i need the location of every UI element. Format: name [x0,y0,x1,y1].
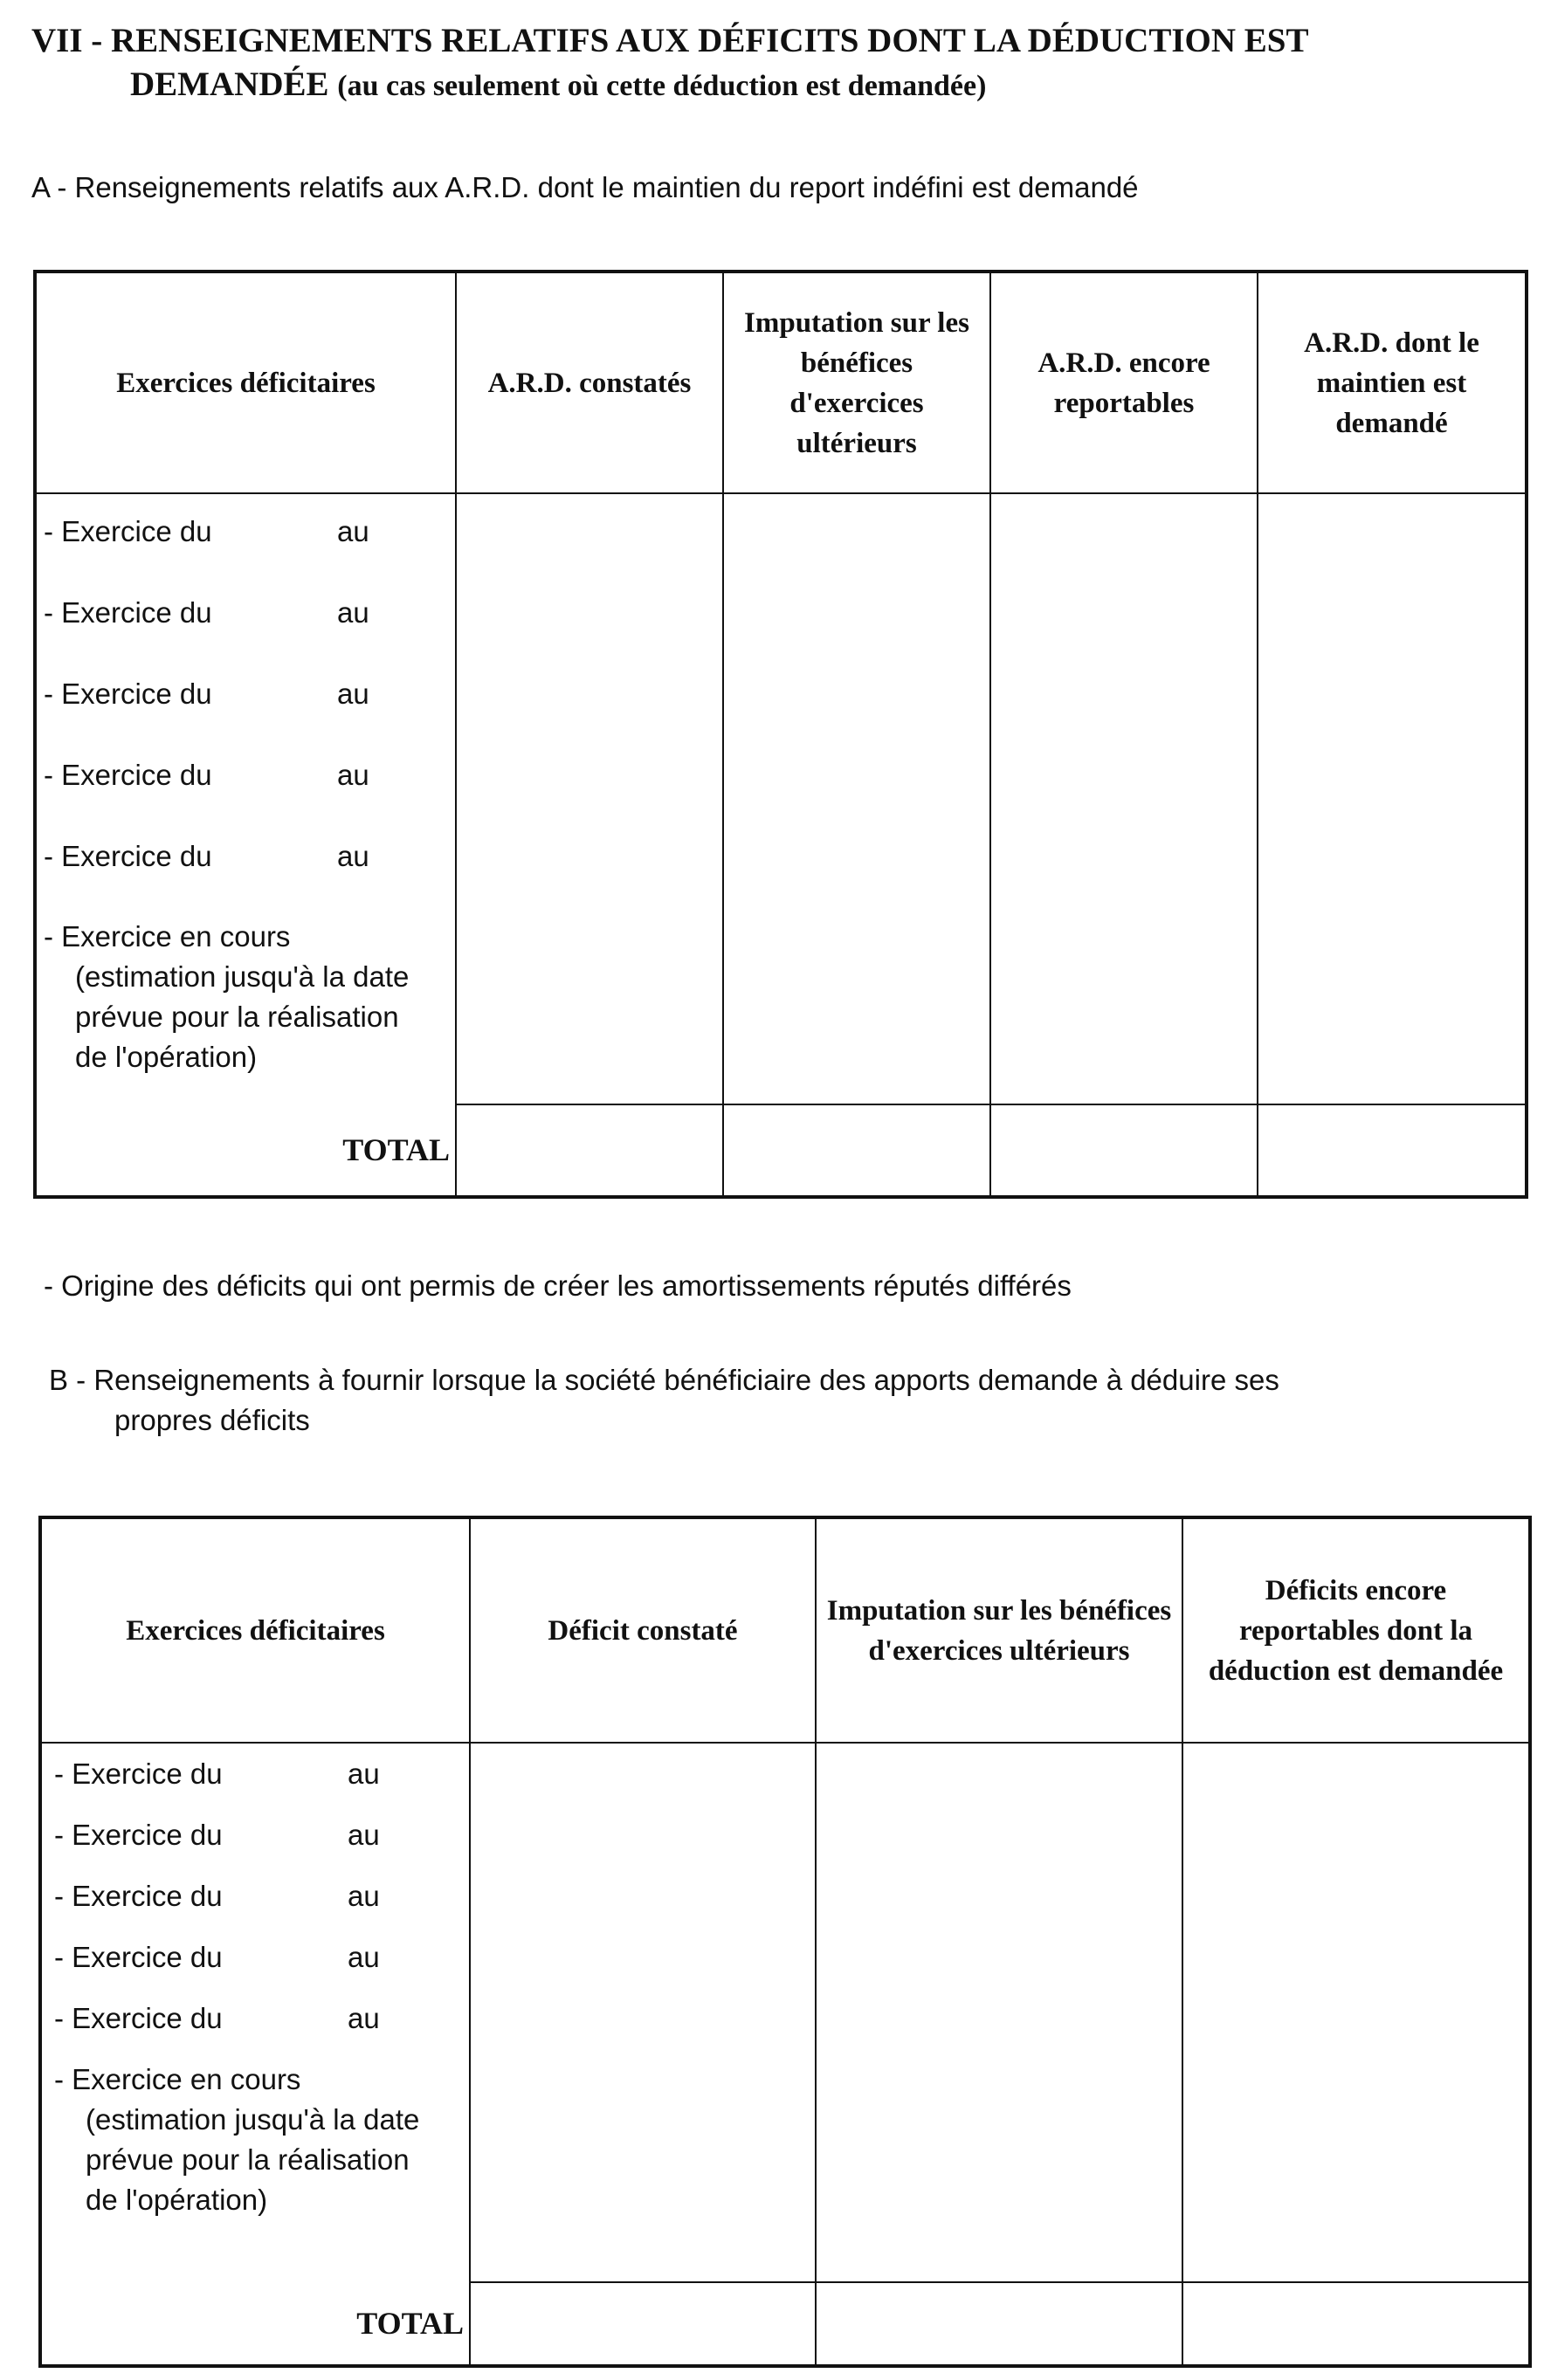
exercise-to-label: au [337,759,369,791]
part-b-heading-line2: propres déficits [114,1404,310,1436]
table-a-body-row [35,493,1527,1104]
current-exercise-note-1: (estimation jusqu'à la date [75,960,410,993]
table-a-header-row [35,272,1527,493]
section-title-line1: VII - RENSEIGNEMENTS RELATIFS AUX DÉFICITS DONT LA DÉDUCTION EST [31,22,1309,59]
current-exercise-note-3: de l'opération) [75,1041,258,1073]
table-b-total-imputation[interactable] [816,2282,1182,2366]
exercise-to-label: au [337,678,369,710]
table-a-cell-imputation[interactable] [723,493,990,1104]
table-a-row-2 [44,593,455,674]
table-a-row-current [44,917,455,1077]
table-a-row-4 [44,755,455,836]
table-a-col-ard-constates: A.R.D. constatés [456,272,723,493]
table-b-row-current [54,2060,469,2220]
section-title [31,19,1308,108]
table-b-total-deficit-constate[interactable] [470,2282,816,2366]
table-deficits [38,1516,1532,2368]
exercise-label: - Exercice du [54,1880,223,1912]
section-title-line2-paren: (au cas seulement où cette déduction est demandée) [337,70,987,102]
current-exercise-note-2: prévue pour la réalisation [86,2143,410,2176]
table-b-col-deficits-reportables: Déficits encore reportables dont la déduction est demandée [1182,1517,1530,1743]
part-b-heading [49,1360,1525,1441]
table-a-total-ard-maintien[interactable] [1258,1104,1527,1197]
table-a-total-ard-constates[interactable] [456,1104,723,1197]
current-exercise-note-3: de l'opération) [86,2184,268,2216]
exercise-label: - Exercice du [44,759,212,791]
exercise-label: - Exercice du [44,678,212,710]
table-a-cell-ard-reportables[interactable] [990,493,1258,1104]
exercise-to-label: au [348,1819,380,1851]
exercise-to-label: au [348,2002,380,2034]
exercise-to-label: au [337,596,369,629]
table-b-body-row [40,1743,1530,2282]
part-b-heading-line1: B - Renseignements à fournir lorsque la société bénéficiaire des apports demande à déduire ses [49,1364,1279,1396]
table-b-row-1 [54,1754,469,1815]
current-exercise-label: - Exercice en cours [44,920,291,953]
exercise-to-label: au [337,515,369,547]
table-b-col-exercices: Exercices déficitaires [40,1517,470,1743]
exercise-label: - Exercice du [54,1757,223,1790]
table-a-row-1 [44,512,455,593]
table-a-total-imputation[interactable] [723,1104,990,1197]
table-b-row-2 [54,1815,469,1876]
table-b-col-deficit-constate: Déficit constaté [470,1517,816,1743]
table-b-total-label: TOTAL [40,2282,470,2366]
section-title-line2 [31,63,1308,108]
exercise-label: - Exercice du [44,596,212,629]
current-exercise-note-1: (estimation jusqu'à la date [86,2103,420,2136]
table-a-total-row [35,1104,1527,1197]
table-b-exercise-list [40,1743,470,2282]
table-a-cell-ard-maintien[interactable] [1258,493,1527,1104]
exercise-to-label: au [348,1757,380,1790]
table-a-row-3 [44,674,455,755]
exercise-label: - Exercice du [54,1941,223,1973]
table-b-cell-deficit-constate[interactable] [470,1743,816,2282]
exercise-label: - Exercice du [44,840,212,872]
table-b-total-row [40,2282,1530,2366]
table-a-row-5 [44,836,455,917]
exercise-to-label: au [337,840,369,872]
exercise-label: - Exercice du [54,2002,223,2034]
table-b-col-imputation: Imputation sur les bénéfices d'exercices ultérieurs [816,1517,1182,1743]
table-b-row-5 [54,1998,469,2060]
part-a-heading: A - Renseignements relatifs aux A.R.D. dont le maintien du report indéfini est demandé [31,171,1139,203]
table-a-col-imputation: Imputation sur les bénéfices d'exercices ultérieurs [723,272,990,493]
table-a-cell-ard-constates[interactable] [456,493,723,1104]
table-b-row-3 [54,1876,469,1937]
table-b-total-deficits-reportables[interactable] [1182,2282,1530,2366]
section-title-line2-main: DEMANDÉE [130,65,329,103]
table-a-total-ard-reportables[interactable] [990,1104,1258,1197]
exercise-to-label: au [348,1880,380,1912]
exercise-label: - Exercice du [54,1819,223,1851]
origin-text: - Origine des déficits qui ont permis de créer les amortissements réputés différés [44,1269,1072,1302]
table-a-total-label: TOTAL [35,1104,456,1197]
exercise-label: - Exercice du [44,515,212,547]
table-a-col-ard-maintien: A.R.D. dont le maintien est demandé [1258,272,1527,493]
current-exercise-note-2: prévue pour la réalisation [75,1001,399,1033]
table-a-col-ard-reportables: A.R.D. encore reportables [990,272,1258,493]
exercise-to-label: au [348,1941,380,1973]
table-b-cell-deficits-reportables[interactable] [1182,1743,1530,2282]
table-ard [33,270,1528,1199]
table-b-row-4 [54,1937,469,1998]
table-b-cell-imputation[interactable] [816,1743,1182,2282]
table-a-exercise-list [35,493,456,1104]
table-a-col-exercices: Exercices déficitaires [35,272,456,493]
current-exercise-label: - Exercice en cours [54,2063,301,2095]
table-b-header-row [40,1517,1530,1743]
